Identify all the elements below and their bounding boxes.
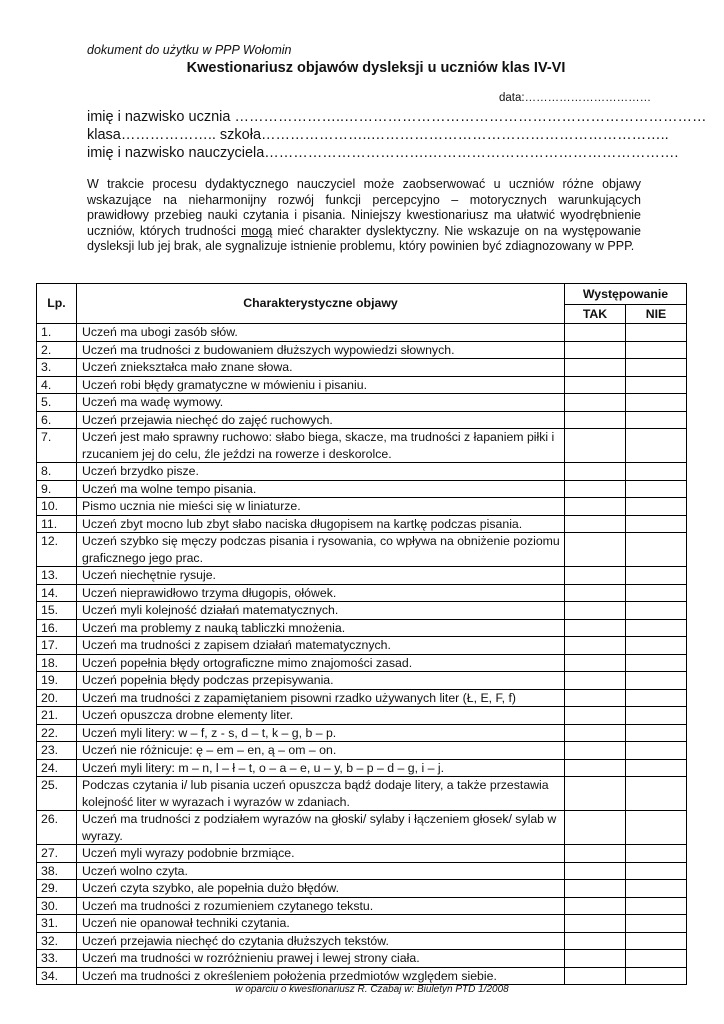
row-number: 27. [37, 845, 77, 863]
row-number: 8. [37, 463, 77, 481]
table-row [37, 967, 687, 985]
no-cell[interactable] [626, 584, 687, 602]
row-number: 4. [37, 376, 77, 394]
yes-cell[interactable] [565, 777, 626, 811]
yes-cell[interactable] [565, 619, 626, 637]
table-row [37, 533, 687, 567]
row-number: 3. [37, 359, 77, 377]
col-header-yes: TAK [565, 305, 626, 324]
yes-cell[interactable] [565, 602, 626, 620]
no-cell[interactable] [626, 742, 687, 760]
row-symptom: Uczeń nie różnicuje: ę – em – en, ą – om – on. [77, 742, 565, 760]
no-cell[interactable] [626, 376, 687, 394]
document-note: dokument do użytku w PPP Wołomin [87, 43, 292, 57]
no-cell[interactable] [626, 429, 687, 463]
row-number: 7. [37, 429, 77, 463]
table-row [37, 862, 687, 880]
table-row [37, 602, 687, 620]
yes-cell[interactable] [565, 862, 626, 880]
row-symptom: Uczeń zniekształca mało znane słowa. [77, 359, 565, 377]
col-header-lp: Lp. [37, 284, 77, 324]
no-cell[interactable] [626, 602, 687, 620]
table-row [37, 845, 687, 863]
yes-cell[interactable] [565, 811, 626, 845]
row-number: 18. [37, 654, 77, 672]
table-row [37, 637, 687, 655]
row-symptom: Uczeń popełnia błędy podczas przepisywania. [77, 672, 565, 690]
table-row [37, 480, 687, 498]
yes-cell[interactable] [565, 498, 626, 516]
row-number: 15. [37, 602, 77, 620]
row-number: 22. [37, 724, 77, 742]
row-symptom: Uczeń ma trudności z rozumieniem czytanego tekstu. [77, 897, 565, 915]
no-cell[interactable] [626, 950, 687, 968]
table-row [37, 742, 687, 760]
no-cell[interactable] [626, 359, 687, 377]
teacher-name-field[interactable]: imię i nazwisko nauczyciela…………………………….……………………………………………. [87, 145, 679, 161]
no-cell[interactable] [626, 862, 687, 880]
row-number: 12. [37, 533, 77, 567]
intro-paragraph [87, 177, 641, 255]
table-row [37, 498, 687, 516]
table-row [37, 950, 687, 968]
yes-cell[interactable] [565, 637, 626, 655]
yes-cell[interactable] [565, 567, 626, 585]
table-row [37, 880, 687, 898]
intro-text-part-2: mieć charakter dyslektyczny. Nie wskazuje on na występowanie dysleksji lub jej brak, ale sygnalizuje istnienie problemu, który powinien być zdiagnozowany w PPP. [87, 223, 642, 254]
yes-cell[interactable] [565, 967, 626, 985]
row-number: 32. [37, 932, 77, 950]
no-cell[interactable] [626, 897, 687, 915]
table-row [37, 619, 687, 637]
row-symptom: Uczeń ma trudności z zapisem działań matematycznych. [77, 637, 565, 655]
yes-cell[interactable] [565, 463, 626, 481]
row-symptom: Uczeń przejawia niechęć do czytania dłuższych tekstów. [77, 932, 565, 950]
row-number: 16. [37, 619, 77, 637]
row-number: 1. [37, 324, 77, 342]
yes-cell[interactable] [565, 845, 626, 863]
row-number: 38. [37, 862, 77, 880]
student-name-field[interactable]: imię i nazwisko ucznia …………………..………………………………………………………………… [87, 109, 707, 125]
table-row [37, 359, 687, 377]
no-cell[interactable] [626, 707, 687, 725]
no-cell[interactable] [626, 394, 687, 412]
row-symptom: Uczeń ma wolne tempo pisania. [77, 480, 565, 498]
no-cell[interactable] [626, 341, 687, 359]
no-cell[interactable] [626, 880, 687, 898]
no-cell[interactable] [626, 672, 687, 690]
table-row [37, 584, 687, 602]
row-symptom: Uczeń popełnia błędy ortograficzne mimo znajomości zasad. [77, 654, 565, 672]
table-row [37, 341, 687, 359]
yes-cell[interactable] [565, 394, 626, 412]
row-number: 2. [37, 341, 77, 359]
no-cell[interactable] [626, 932, 687, 950]
no-cell[interactable] [626, 637, 687, 655]
table-row [37, 707, 687, 725]
table-row [37, 394, 687, 412]
yes-cell[interactable] [565, 707, 626, 725]
row-symptom: Uczeń ma problemy z nauką tabliczki mnożenia. [77, 619, 565, 637]
col-header-symptoms: Charakterystyczne objawy [77, 284, 565, 324]
row-symptom: Uczeń myli wyrazy podobnie brzmiące. [77, 845, 565, 863]
row-symptom: Uczeń ma wadę wymowy. [77, 394, 565, 412]
no-cell[interactable] [626, 515, 687, 533]
no-cell[interactable] [626, 777, 687, 811]
table-row [37, 811, 687, 845]
row-symptom: Uczeń nie opanował techniki czytania. [77, 915, 565, 933]
no-cell[interactable] [626, 480, 687, 498]
yes-cell[interactable] [565, 897, 626, 915]
row-number: 30. [37, 897, 77, 915]
yes-cell[interactable] [565, 915, 626, 933]
no-cell[interactable] [626, 324, 687, 342]
row-symptom: Uczeń ma trudności z określeniem położenia przedmiotów względem siebie. [77, 967, 565, 985]
yes-cell[interactable] [565, 742, 626, 760]
row-symptom: Uczeń przejawia niechęć do zajęć ruchowych. [77, 411, 565, 429]
yes-cell[interactable] [565, 480, 626, 498]
row-symptom: Uczeń jest mało sprawny ruchowo: słabo biega, skacze, ma trudności z łapaniem piłki i rzucaniem jej do celu, źle jeździ na rowerze i deskorolce. [77, 429, 565, 463]
table-row [37, 932, 687, 950]
no-cell[interactable] [626, 411, 687, 429]
yes-cell[interactable] [565, 880, 626, 898]
yes-cell[interactable] [565, 932, 626, 950]
row-symptom: Podczas czytania i/ lub pisania uczeń opuszcza bądź dodaje litery, a także przestawia kolejność liter w wyrazach i wyrazów w zdaniach. [77, 777, 565, 811]
no-cell[interactable] [626, 654, 687, 672]
table-row [37, 897, 687, 915]
no-cell[interactable] [626, 567, 687, 585]
row-symptom: Uczeń robi błędy gramatyczne w mówieniu i pisaniu. [77, 376, 565, 394]
table-row [37, 515, 687, 533]
no-cell[interactable] [626, 533, 687, 567]
row-number: 17. [37, 637, 77, 655]
row-symptom: Uczeń myli litery: w – f, z - s, d – t, k – g, b – p. [77, 724, 565, 742]
intro-underlined-word: mogą [241, 223, 273, 238]
row-number: 10. [37, 498, 77, 516]
symptoms-table [36, 283, 687, 985]
table-row [37, 777, 687, 811]
no-cell[interactable] [626, 724, 687, 742]
row-number: 5. [37, 394, 77, 412]
yes-cell[interactable] [565, 533, 626, 567]
yes-cell[interactable] [565, 359, 626, 377]
table-row [37, 411, 687, 429]
col-header-no: NIE [626, 305, 687, 324]
row-symptom: Uczeń ma trudności z budowaniem dłuższych wypowiedzi słownych. [77, 341, 565, 359]
row-symptom: Uczeń wolno czyta. [77, 862, 565, 880]
no-cell[interactable] [626, 463, 687, 481]
row-number: 26. [37, 811, 77, 845]
table-row [37, 759, 687, 777]
no-cell[interactable] [626, 619, 687, 637]
row-symptom: Uczeń nieprawidłowo trzyma długopis, ołówek. [77, 584, 565, 602]
yes-cell[interactable] [565, 759, 626, 777]
table-row [37, 429, 687, 463]
yes-cell[interactable] [565, 950, 626, 968]
row-number: 11. [37, 515, 77, 533]
row-symptom: Uczeń ma trudności z podziałem wyrazów na głoski/ sylaby i łączeniem głosek/ sylab w wyrazy. [77, 811, 565, 845]
yes-cell[interactable] [565, 376, 626, 394]
table-row [37, 376, 687, 394]
intro-text-part-1: W trakcie procesu dydaktycznego nauczyciel może zaobserwować u uczniów różne objawy wskazujące na nieharmonijny rozwój funkcji percepcyjno – motorycznych warunkujących prawidłowy przebieg nauki czytania i pisania. Niniejszy kwestionariusz ma ułatwić wyodrębnienie uczniów, których trudności [87, 177, 641, 238]
yes-cell[interactable] [565, 324, 626, 342]
table-row [37, 672, 687, 690]
table-row [37, 724, 687, 742]
yes-cell[interactable] [565, 411, 626, 429]
row-number: 9. [37, 480, 77, 498]
col-header-occurrence: Występowanie [565, 284, 687, 305]
no-cell[interactable] [626, 498, 687, 516]
table-row [37, 689, 687, 707]
row-symptom: Uczeń czyta szybko, ale popełnia dużo błędów. [77, 880, 565, 898]
no-cell[interactable] [626, 845, 687, 863]
no-cell[interactable] [626, 915, 687, 933]
row-number: 24. [37, 759, 77, 777]
date-field[interactable]: data:…………………………… [499, 92, 652, 104]
row-symptom: Uczeń ma ubogi zasób słów. [77, 324, 565, 342]
row-symptom: Uczeń ma trudności z zapamiętaniem pisowni rzadko używanych liter (Ł, E, F, f) [77, 689, 565, 707]
row-number: 25. [37, 777, 77, 811]
yes-cell[interactable] [565, 654, 626, 672]
row-symptom: Uczeń myli kolejność działań matematycznych. [77, 602, 565, 620]
row-number: 13. [37, 567, 77, 585]
row-symptom: Uczeń opuszcza drobne elementy liter. [77, 707, 565, 725]
table-row [37, 654, 687, 672]
footer-source-note: w oparciu o kwestionariusz R. Czabaj w: Biuletyn PTD 1/2008 [235, 984, 509, 995]
table-row [37, 567, 687, 585]
yes-cell[interactable] [565, 429, 626, 463]
no-cell[interactable] [626, 759, 687, 777]
table-row [37, 915, 687, 933]
row-number: 23. [37, 742, 77, 760]
yes-cell[interactable] [565, 515, 626, 533]
row-number: 6. [37, 411, 77, 429]
no-cell[interactable] [626, 967, 687, 985]
row-number: 29. [37, 880, 77, 898]
yes-cell[interactable] [565, 584, 626, 602]
no-cell[interactable] [626, 811, 687, 845]
row-symptom: Uczeń szybko się męczy podczas pisania i rysowania, co wpływa na obniżenie poziomu graficznego jego prac. [77, 533, 565, 567]
table-body [37, 324, 687, 985]
class-school-field[interactable]: klasa……………….. szkoła…………………..…………………………………………………….. [87, 127, 669, 143]
row-symptom: Uczeń brzydko pisze. [77, 463, 565, 481]
row-symptom: Uczeń niechętnie rysuje. [77, 567, 565, 585]
row-number: 20. [37, 689, 77, 707]
row-number: 33. [37, 950, 77, 968]
row-number: 19. [37, 672, 77, 690]
row-number: 34. [37, 967, 77, 985]
row-symptom: Uczeń zbyt mocno lub zbyt słabo naciska długopisem na kartkę podczas pisania. [77, 515, 565, 533]
row-symptom: Pismo ucznia nie mieści się w liniaturze. [77, 498, 565, 516]
row-number: 31. [37, 915, 77, 933]
table-row [37, 324, 687, 342]
yes-cell[interactable] [565, 341, 626, 359]
yes-cell[interactable] [565, 689, 626, 707]
row-number: 21. [37, 707, 77, 725]
row-symptom: Uczeń myli litery: m – n, l – ł – t, o – a – e, u – y, b – p – d – g, i – j. [77, 759, 565, 777]
no-cell[interactable] [626, 689, 687, 707]
row-number: 14. [37, 584, 77, 602]
row-symptom: Uczeń ma trudności w rozróżnieniu prawej i lewej strony ciała. [77, 950, 565, 968]
yes-cell[interactable] [565, 672, 626, 690]
table-row [37, 463, 687, 481]
page-title: Kwestionariusz objawów dysleksji u uczniów klas IV-VI [186, 60, 566, 76]
yes-cell[interactable] [565, 724, 626, 742]
